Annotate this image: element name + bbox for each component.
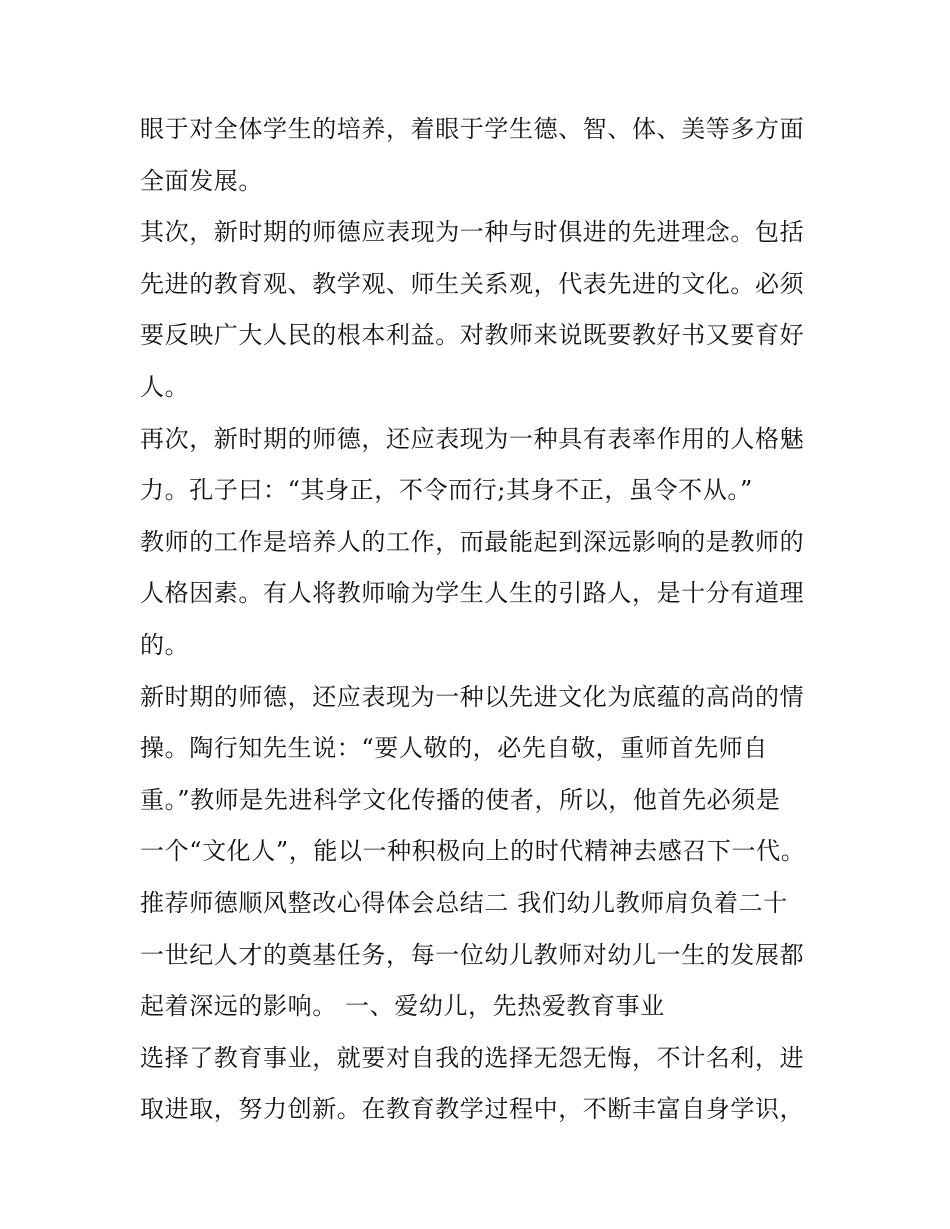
text-line: 操。陶行知先生说：“要人敬的，必先自敬，重师首先师自 xyxy=(140,734,768,763)
text-line: 眼于对全体学生的培养，着眼于学生德、智、体、美等多方面 xyxy=(140,115,805,143)
text-line: 取进取，努力创新。在教育教学过程中，不断丰富自身学识， xyxy=(140,1095,805,1124)
text-line: 推荐师德顺风整改心得体会总结二 我们幼儿教师肩负着二十 xyxy=(140,888,788,917)
text-line: 重。”教师是先进科学文化传播的使者，所以，他首先必须是 xyxy=(140,785,781,814)
text-line: 选择了教育事业，就要对自我的选择无怨无悔，不计名利，进 xyxy=(140,1043,805,1072)
text-line: 要反映广大人民的根本利益。对教师来说既要教好书又要育好 xyxy=(140,321,805,350)
text-line: 先进的教育观、教学观、师生关系观，代表先进的文化。必须 xyxy=(140,269,805,298)
text-line: 力。孔子曰：“其身正，不令而行;其身不正，虽令不从。” xyxy=(140,476,753,505)
text-line: 教师的工作是培养人的工作，而最能起到深远影响的是教师的 xyxy=(140,527,805,556)
text-line: 新时期的师德，还应表现为一种以先进文化为底蕴的高尚的情 xyxy=(140,682,805,711)
text-line: 一个“文化人”，能以一种积极向上的时代精神去感召下一代。 xyxy=(140,837,806,866)
text-line: 人。 xyxy=(140,372,190,401)
text-line: 全面发展。 xyxy=(140,166,263,195)
text-line: 其次，新时期的师德应表现为一种与时俱进的先进理念。包括 xyxy=(140,218,805,247)
text-line: 起着深远的影响。 一、爱幼儿，先热爱教育事业 xyxy=(140,992,665,1021)
text-line: 的。 xyxy=(140,630,190,659)
text-line: 一世纪人才的奠基任务，每一位幼儿教师对幼儿一生的发展都 xyxy=(140,940,805,969)
body-text xyxy=(140,104,820,1136)
text-line: 再次，新时期的师德，还应表现为一种具有表率作用的人格魅 xyxy=(140,424,805,453)
text-line: 人格因素。有人将教师喻为学生人生的引路人，是十分有道理 xyxy=(140,579,805,608)
